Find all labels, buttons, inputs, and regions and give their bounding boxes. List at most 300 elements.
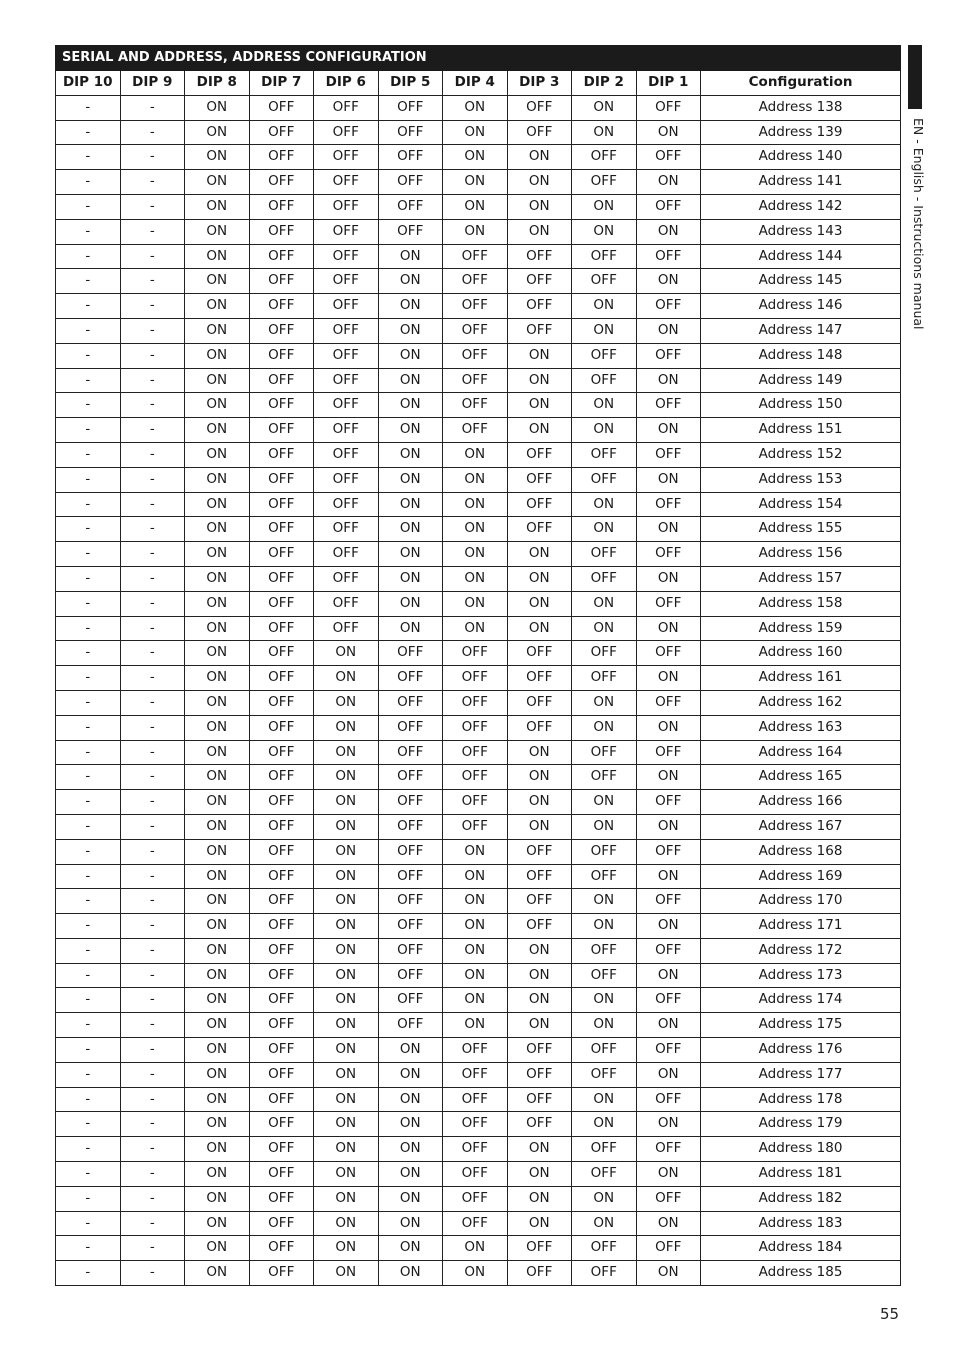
dip-switch-cell: - [120,591,185,616]
table-body [56,95,901,1285]
dip-switch-cell: OFF [249,988,314,1013]
dip-switch-cell: ON [378,1112,443,1137]
dip-switch-cell: OFF [443,641,508,666]
dip-switch-cell: - [56,120,121,145]
dip-switch-cell: - [56,1087,121,1112]
dip-switch-cell: ON [636,418,701,443]
dip-switch-cell: ON [443,95,508,120]
dip-switch-cell: OFF [507,1112,572,1137]
column-header: DIP 9 [120,71,185,96]
dip-switch-cell: - [56,1236,121,1261]
dip-switch-cell: OFF [314,120,379,145]
dip-switch-cell: ON [314,988,379,1013]
dip-switch-cell: ON [636,566,701,591]
dip-switch-cell: ON [507,566,572,591]
dip-switch-cell: ON [185,889,250,914]
configuration-cell: Address 166 [701,790,901,815]
configuration-cell: Address 156 [701,542,901,567]
dip-switch-cell: ON [443,566,508,591]
dip-switch-cell: - [56,938,121,963]
dip-switch-cell: ON [443,914,508,939]
dip-switch-cell: OFF [378,120,443,145]
dip-switch-cell: OFF [249,120,314,145]
dip-switch-cell: ON [314,1162,379,1187]
dip-switch-cell: OFF [314,343,379,368]
dip-switch-cell: OFF [636,740,701,765]
dip-switch-cell: ON [378,269,443,294]
dip-switch-cell: ON [185,938,250,963]
dip-switch-cell: OFF [249,1186,314,1211]
table-row [56,914,901,939]
dip-switch-cell: ON [185,467,250,492]
dip-switch-cell: ON [314,690,379,715]
dip-switch-cell: ON [314,889,379,914]
dip-switch-cell: OFF [314,194,379,219]
dip-switch-cell: ON [185,1137,250,1162]
configuration-cell: Address 179 [701,1112,901,1137]
dip-switch-cell: OFF [314,517,379,542]
dip-switch-cell: ON [572,715,637,740]
dip-switch-cell: OFF [636,95,701,120]
dip-switch-cell: OFF [378,715,443,740]
dip-switch-cell: OFF [378,219,443,244]
configuration-cell: Address 174 [701,988,901,1013]
dip-switch-cell: - [56,814,121,839]
dip-switch-cell: OFF [378,963,443,988]
dip-switch-cell: OFF [314,566,379,591]
dip-switch-cell: - [56,740,121,765]
dip-switch-cell: - [56,591,121,616]
table-row [56,1186,901,1211]
column-header: DIP 5 [378,71,443,96]
dip-switch-cell: - [120,95,185,120]
column-header: DIP 3 [507,71,572,96]
dip-switch-cell: - [120,492,185,517]
dip-switch-cell: ON [443,889,508,914]
configuration-cell: Address 163 [701,715,901,740]
dip-switch-cell: - [120,839,185,864]
dip-switch-cell: ON [572,517,637,542]
dip-switch-cell: - [120,120,185,145]
dip-switch-cell: ON [572,492,637,517]
table-row [56,120,901,145]
dip-switch-cell: - [56,244,121,269]
dip-switch-cell: - [120,244,185,269]
dip-switch-cell: ON [636,269,701,294]
dip-switch-cell: - [56,864,121,889]
dip-switch-cell: OFF [507,864,572,889]
dip-switch-cell: OFF [507,666,572,691]
configuration-cell: Address 184 [701,1236,901,1261]
dip-switch-cell: - [120,1062,185,1087]
dip-switch-cell: OFF [507,1261,572,1286]
dip-switch-cell: ON [507,1211,572,1236]
dip-switch-cell: OFF [572,1236,637,1261]
dip-switch-cell: ON [185,1261,250,1286]
dip-switch-cell: - [56,765,121,790]
dip-switch-cell: ON [185,1062,250,1087]
table-row [56,666,901,691]
dip-switch-cell: ON [314,814,379,839]
table-row [56,467,901,492]
dip-switch-cell: ON [507,343,572,368]
dip-switch-cell: ON [378,393,443,418]
dip-switch-cell: OFF [249,269,314,294]
dip-switch-cell: ON [572,1186,637,1211]
dip-switch-cell: OFF [443,294,508,319]
dip-switch-cell: ON [378,616,443,641]
dip-switch-cell: OFF [378,765,443,790]
table-row [56,1062,901,1087]
dip-switch-cell: OFF [636,938,701,963]
table-row [56,988,901,1013]
dip-switch-cell: ON [314,641,379,666]
dip-switch-cell: ON [507,988,572,1013]
dip-switch-cell: OFF [314,219,379,244]
dip-switch-cell: - [120,715,185,740]
dip-switch-cell: - [56,542,121,567]
dip-switch-cell: OFF [636,442,701,467]
dip-switch-cell: - [120,1162,185,1187]
dip-switch-cell: - [120,194,185,219]
dip-switch-cell: OFF [314,418,379,443]
configuration-cell: Address 170 [701,889,901,914]
dip-switch-cell: OFF [249,1261,314,1286]
configuration-cell: Address 152 [701,442,901,467]
dip-switch-cell: ON [185,120,250,145]
dip-switch-cell: - [120,1038,185,1063]
dip-switch-cell: ON [314,1211,379,1236]
dip-switch-cell: - [56,194,121,219]
dip-switch-cell: - [56,790,121,815]
dip-switch-cell: ON [185,641,250,666]
dip-switch-cell: OFF [443,790,508,815]
dip-switch-cell: - [120,1013,185,1038]
dip-switch-cell: OFF [249,1112,314,1137]
table-row [56,1087,901,1112]
dip-switch-cell: OFF [378,864,443,889]
dip-switch-cell: OFF [314,467,379,492]
dip-switch-cell: ON [314,938,379,963]
dip-switch-cell: ON [185,765,250,790]
dip-switch-cell: ON [378,591,443,616]
address-config-section [55,45,900,1286]
dip-switch-cell: - [120,343,185,368]
dip-switch-cell: ON [185,244,250,269]
dip-switch-cell: OFF [249,95,314,120]
dip-switch-cell: - [56,145,121,170]
configuration-cell: Address 138 [701,95,901,120]
dip-switch-cell: OFF [249,194,314,219]
dip-switch-cell: - [56,616,121,641]
dip-switch-cell: OFF [249,814,314,839]
dip-switch-cell: OFF [249,145,314,170]
dip-switch-cell: OFF [572,368,637,393]
table-row [56,690,901,715]
dip-switch-cell: ON [507,790,572,815]
dip-switch-cell: ON [636,517,701,542]
configuration-cell: Address 177 [701,1062,901,1087]
configuration-cell: Address 171 [701,914,901,939]
dip-switch-cell: OFF [572,170,637,195]
configuration-cell: Address 183 [701,1211,901,1236]
configuration-cell: Address 168 [701,839,901,864]
configuration-cell: Address 159 [701,616,901,641]
table-row [56,418,901,443]
dip-switch-cell: OFF [507,641,572,666]
dip-switch-cell: OFF [249,740,314,765]
dip-switch-cell: ON [572,914,637,939]
dip-switch-cell: ON [314,765,379,790]
dip-switch-cell: OFF [249,715,314,740]
table-row [56,1013,901,1038]
dip-switch-cell: - [120,1087,185,1112]
dip-switch-cell: ON [443,616,508,641]
configuration-cell: Address 180 [701,1137,901,1162]
dip-switch-cell: ON [185,1186,250,1211]
column-header: Configuration [701,71,901,96]
dip-switch-cell: ON [378,368,443,393]
dip-switch-cell: - [120,393,185,418]
table-row [56,1038,901,1063]
dip-switch-cell: ON [185,1112,250,1137]
dip-switch-cell: OFF [314,95,379,120]
dip-switch-cell: OFF [507,517,572,542]
dip-switch-cell: ON [572,318,637,343]
dip-switch-cell: ON [636,765,701,790]
configuration-cell: Address 154 [701,492,901,517]
configuration-cell: Address 185 [701,1261,901,1286]
dip-switch-cell: ON [443,1261,508,1286]
dip-switch-cell: ON [185,1211,250,1236]
dip-switch-cell: - [56,1211,121,1236]
dip-switch-cell: OFF [636,343,701,368]
dip-switch-cell: ON [314,914,379,939]
dip-switch-cell: OFF [249,914,314,939]
dip-switch-cell: OFF [507,269,572,294]
table-row [56,244,901,269]
dip-switch-cell: ON [507,616,572,641]
dip-switch-cell: OFF [443,715,508,740]
dip-switch-cell: ON [636,1162,701,1187]
dip-switch-cell: - [120,690,185,715]
dip-switch-cell: OFF [378,690,443,715]
dip-switch-cell: OFF [249,219,314,244]
dip-switch-cell: OFF [443,1162,508,1187]
dip-switch-cell: OFF [507,95,572,120]
dip-switch-cell: OFF [636,1087,701,1112]
dip-switch-cell: - [56,963,121,988]
configuration-cell: Address 182 [701,1186,901,1211]
dip-switch-cell: ON [572,1211,637,1236]
dip-switch-cell: ON [185,542,250,567]
dip-switch-cell: ON [185,814,250,839]
dip-switch-cell: ON [636,1062,701,1087]
dip-switch-cell: OFF [249,1137,314,1162]
dip-switch-cell: ON [314,1261,379,1286]
dip-switch-cell: ON [185,1087,250,1112]
dip-switch-cell: - [56,839,121,864]
dip-switch-cell: - [56,368,121,393]
dip-switch-cell: ON [636,1112,701,1137]
dip-switch-cell: OFF [378,666,443,691]
dip-switch-cell: ON [378,517,443,542]
dip-switch-cell: ON [185,517,250,542]
dip-switch-cell: ON [443,542,508,567]
dip-switch-cell: OFF [314,368,379,393]
dip-switch-cell: OFF [636,393,701,418]
dip-switch-cell: OFF [507,1236,572,1261]
dip-switch-cell: ON [314,1186,379,1211]
table-row [56,95,901,120]
table-row [56,616,901,641]
dip-switch-cell: ON [185,343,250,368]
dip-switch-cell: OFF [636,1186,701,1211]
dip-switch-cell: OFF [507,914,572,939]
dip-switch-cell: OFF [636,145,701,170]
dip-switch-cell: ON [443,145,508,170]
dip-switch-cell: OFF [378,938,443,963]
dip-switch-cell: ON [443,120,508,145]
dip-switch-cell: OFF [443,666,508,691]
dip-switch-cell: OFF [572,963,637,988]
configuration-cell: Address 143 [701,219,901,244]
dip-switch-cell: ON [378,1211,443,1236]
dip-switch-cell: OFF [378,914,443,939]
dip-switch-cell: ON [314,1137,379,1162]
table-row [56,963,901,988]
dip-switch-cell: ON [572,1013,637,1038]
dip-switch-cell: OFF [443,343,508,368]
dip-switch-cell: OFF [507,120,572,145]
table-row [56,765,901,790]
dip-switch-cell: OFF [378,790,443,815]
dip-switch-cell: ON [443,194,508,219]
dip-switch-cell: OFF [249,467,314,492]
table-row [56,517,901,542]
table-row [56,814,901,839]
dip-switch-cell: ON [507,963,572,988]
table-row [56,269,901,294]
dip-switch-cell: OFF [314,442,379,467]
dip-switch-cell: - [120,145,185,170]
configuration-cell: Address 176 [701,1038,901,1063]
dip-switch-cell: - [120,814,185,839]
dip-switch-cell: - [120,442,185,467]
dip-switch-cell: OFF [249,1013,314,1038]
dip-switch-cell: ON [572,418,637,443]
dip-switch-cell: ON [507,170,572,195]
dip-switch-cell: ON [185,95,250,120]
dip-switch-cell: - [120,542,185,567]
dip-switch-cell: OFF [507,889,572,914]
dip-switch-cell: - [56,492,121,517]
dip-switch-cell: ON [185,145,250,170]
table-row [56,889,901,914]
dip-switch-cell: OFF [314,318,379,343]
configuration-cell: Address 148 [701,343,901,368]
dip-switch-cell: - [56,641,121,666]
table-header-row [56,71,901,96]
dip-switch-cell: ON [378,542,443,567]
dip-switch-cell: - [120,368,185,393]
dip-switch-cell: OFF [572,938,637,963]
dip-switch-cell: - [56,343,121,368]
dip-switch-cell: - [120,914,185,939]
dip-switch-cell: ON [636,715,701,740]
dip-switch-cell: - [56,269,121,294]
dip-switch-cell: ON [443,170,508,195]
dip-switch-cell: ON [378,1038,443,1063]
dip-switch-cell: ON [185,1162,250,1187]
dip-switch-cell: - [120,1261,185,1286]
dip-switch-cell: OFF [443,1112,508,1137]
dip-switch-cell: - [120,294,185,319]
dip-switch-cell: - [56,1112,121,1137]
configuration-cell: Address 157 [701,566,901,591]
column-header: DIP 8 [185,71,250,96]
dip-switch-cell: OFF [314,492,379,517]
dip-switch-cell: OFF [314,269,379,294]
dip-switch-cell: OFF [572,269,637,294]
dip-switch-cell: OFF [378,95,443,120]
dip-switch-cell: OFF [443,244,508,269]
dip-switch-cell: ON [507,393,572,418]
dip-switch-cell: OFF [572,765,637,790]
dip-switch-cell: ON [314,839,379,864]
dip-switch-cell: OFF [249,393,314,418]
dip-switch-cell: OFF [249,790,314,815]
column-header: DIP 10 [56,71,121,96]
dip-switch-cell: OFF [378,839,443,864]
dip-switch-cell: ON [507,1013,572,1038]
dip-switch-cell: ON [443,864,508,889]
dip-switch-cell: OFF [443,1211,508,1236]
dip-switch-cell: - [56,914,121,939]
dip-switch-cell: OFF [636,1038,701,1063]
dip-switch-cell: ON [507,194,572,219]
language-tab-marker [908,45,922,109]
dip-switch-cell: ON [185,368,250,393]
dip-switch-cell: OFF [249,343,314,368]
dip-switch-cell: OFF [443,393,508,418]
dip-switch-cell: OFF [636,641,701,666]
dip-switch-cell: OFF [572,839,637,864]
table-row [56,219,901,244]
dip-switch-cell: ON [572,988,637,1013]
dip-switch-cell: OFF [507,1062,572,1087]
dip-switch-cell: ON [185,666,250,691]
table-row [56,1137,901,1162]
dip-switch-cell: - [56,170,121,195]
configuration-cell: Address 175 [701,1013,901,1038]
dip-switch-cell: - [120,938,185,963]
configuration-cell: Address 172 [701,938,901,963]
dip-switch-cell: OFF [572,566,637,591]
dip-switch-cell: OFF [249,690,314,715]
dip-switch-cell: ON [636,616,701,641]
table-row [56,194,901,219]
configuration-cell: Address 173 [701,963,901,988]
dip-switch-cell: OFF [507,467,572,492]
configuration-cell: Address 160 [701,641,901,666]
dip-switch-cell: ON [507,542,572,567]
dip-switch-cell: - [120,318,185,343]
dip-switch-cell: - [56,467,121,492]
dip-switch-cell: ON [185,914,250,939]
dip-switch-cell: OFF [249,963,314,988]
dip-switch-cell: OFF [314,393,379,418]
